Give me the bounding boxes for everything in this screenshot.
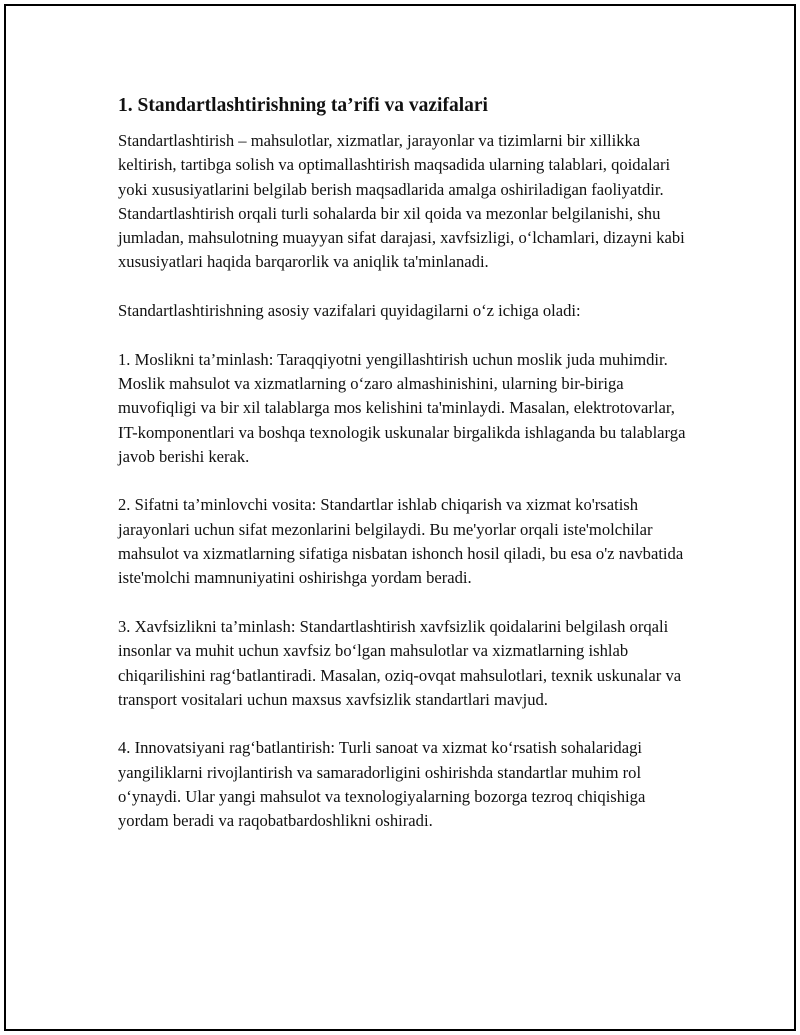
document-body [118, 94, 693, 858]
task-safety-paragraph: 3. Xavfsizlikni ta’minlash: Standartlashtirish xavfsizlik qoidalarini belgilash orqali insonlar va muhit uchun xavfsiz bo‘lgan mahsulotlar va xizmatlarning ishlab chiqarilishini rag‘batlantiradi. Masalan, oziq-ovqat mahsulotlari, texnik uskunalar va transport vositalari uchun maxsus xavfsizlik standartlari mavjud. [118, 616, 682, 709]
tasks-intro-paragraph: Standartlashtirishning asosiy vazifalari quyidagilarni o‘z ichiga oladi: [118, 301, 581, 321]
section-heading: 1. Standartlashtirishning ta’rifi va vazifalari [118, 95, 488, 116]
definition-paragraph: Standartlashtirish – mahsulotlar, xizmatlar, jarayonlar va tizimlarni bir xillikka keltirish, tartibga solish va optimallashtirish maqsadida ularning talablari, qoidalari yoki xususiyatlarini belgilab berish maqsadlarida amalga oshiriladigan faoliyatdir. Standartlashtirish orqali turli sohalarda bir xil qoida va mezonlar belgilanishi, shu jumladan, mahsulotning muayyan sifat darajasi, xavfsizligi, o‘lchamlari, dizayni kabi xususiyatlari haqida barqarorlik va aniqlik ta'minlanadi. [118, 131, 685, 272]
task-innovation-paragraph: 4. Innovatsiyani rag‘batlantirish: Turli sanoat va xizmat ko‘rsatish sohalaridagi yangiliklarni rivojlantirish va samaradorligini oshirishda standartlar muhim rol o‘ynaydi. Ular yangi mahsulot va texnologiyalarning bozorga tezroq chiqishiga yordam beradi va raqobatbardoshlikni oshiradi. [118, 738, 646, 831]
task-quality-paragraph: 2. Sifatni ta’minlovchi vosita: Standartlar ishlab chiqarish va xizmat ko'rsatish jarayonlari uchun sifat mezonlarini belgilaydi. Bu me'yorlar orqali iste'molchilar mahsulot va xizmatlarning sifatiga nisbatan ishonch hosil qiladi, bu esa o'z navbatida iste'molchi mamnuniyatini oshirishga yordam beradi. [118, 495, 684, 588]
task-compatibility-paragraph: 1. Moslikni ta’minlash: Taraqqiyotni yengillashtirish uchun moslik juda muhimdir. Moslik mahsulot va xizmatlarning o‘zaro almashinishini, ularning bir-biriga muvofiqligi va bir xil talablarga mos kelishini ta'minlaydi. Masalan, elektrotovarlar, IT-komponentlari va boshqa texnologik uskunalar birgalikda ishlaganda bu talablarga javob berishi kerak. [118, 349, 686, 466]
